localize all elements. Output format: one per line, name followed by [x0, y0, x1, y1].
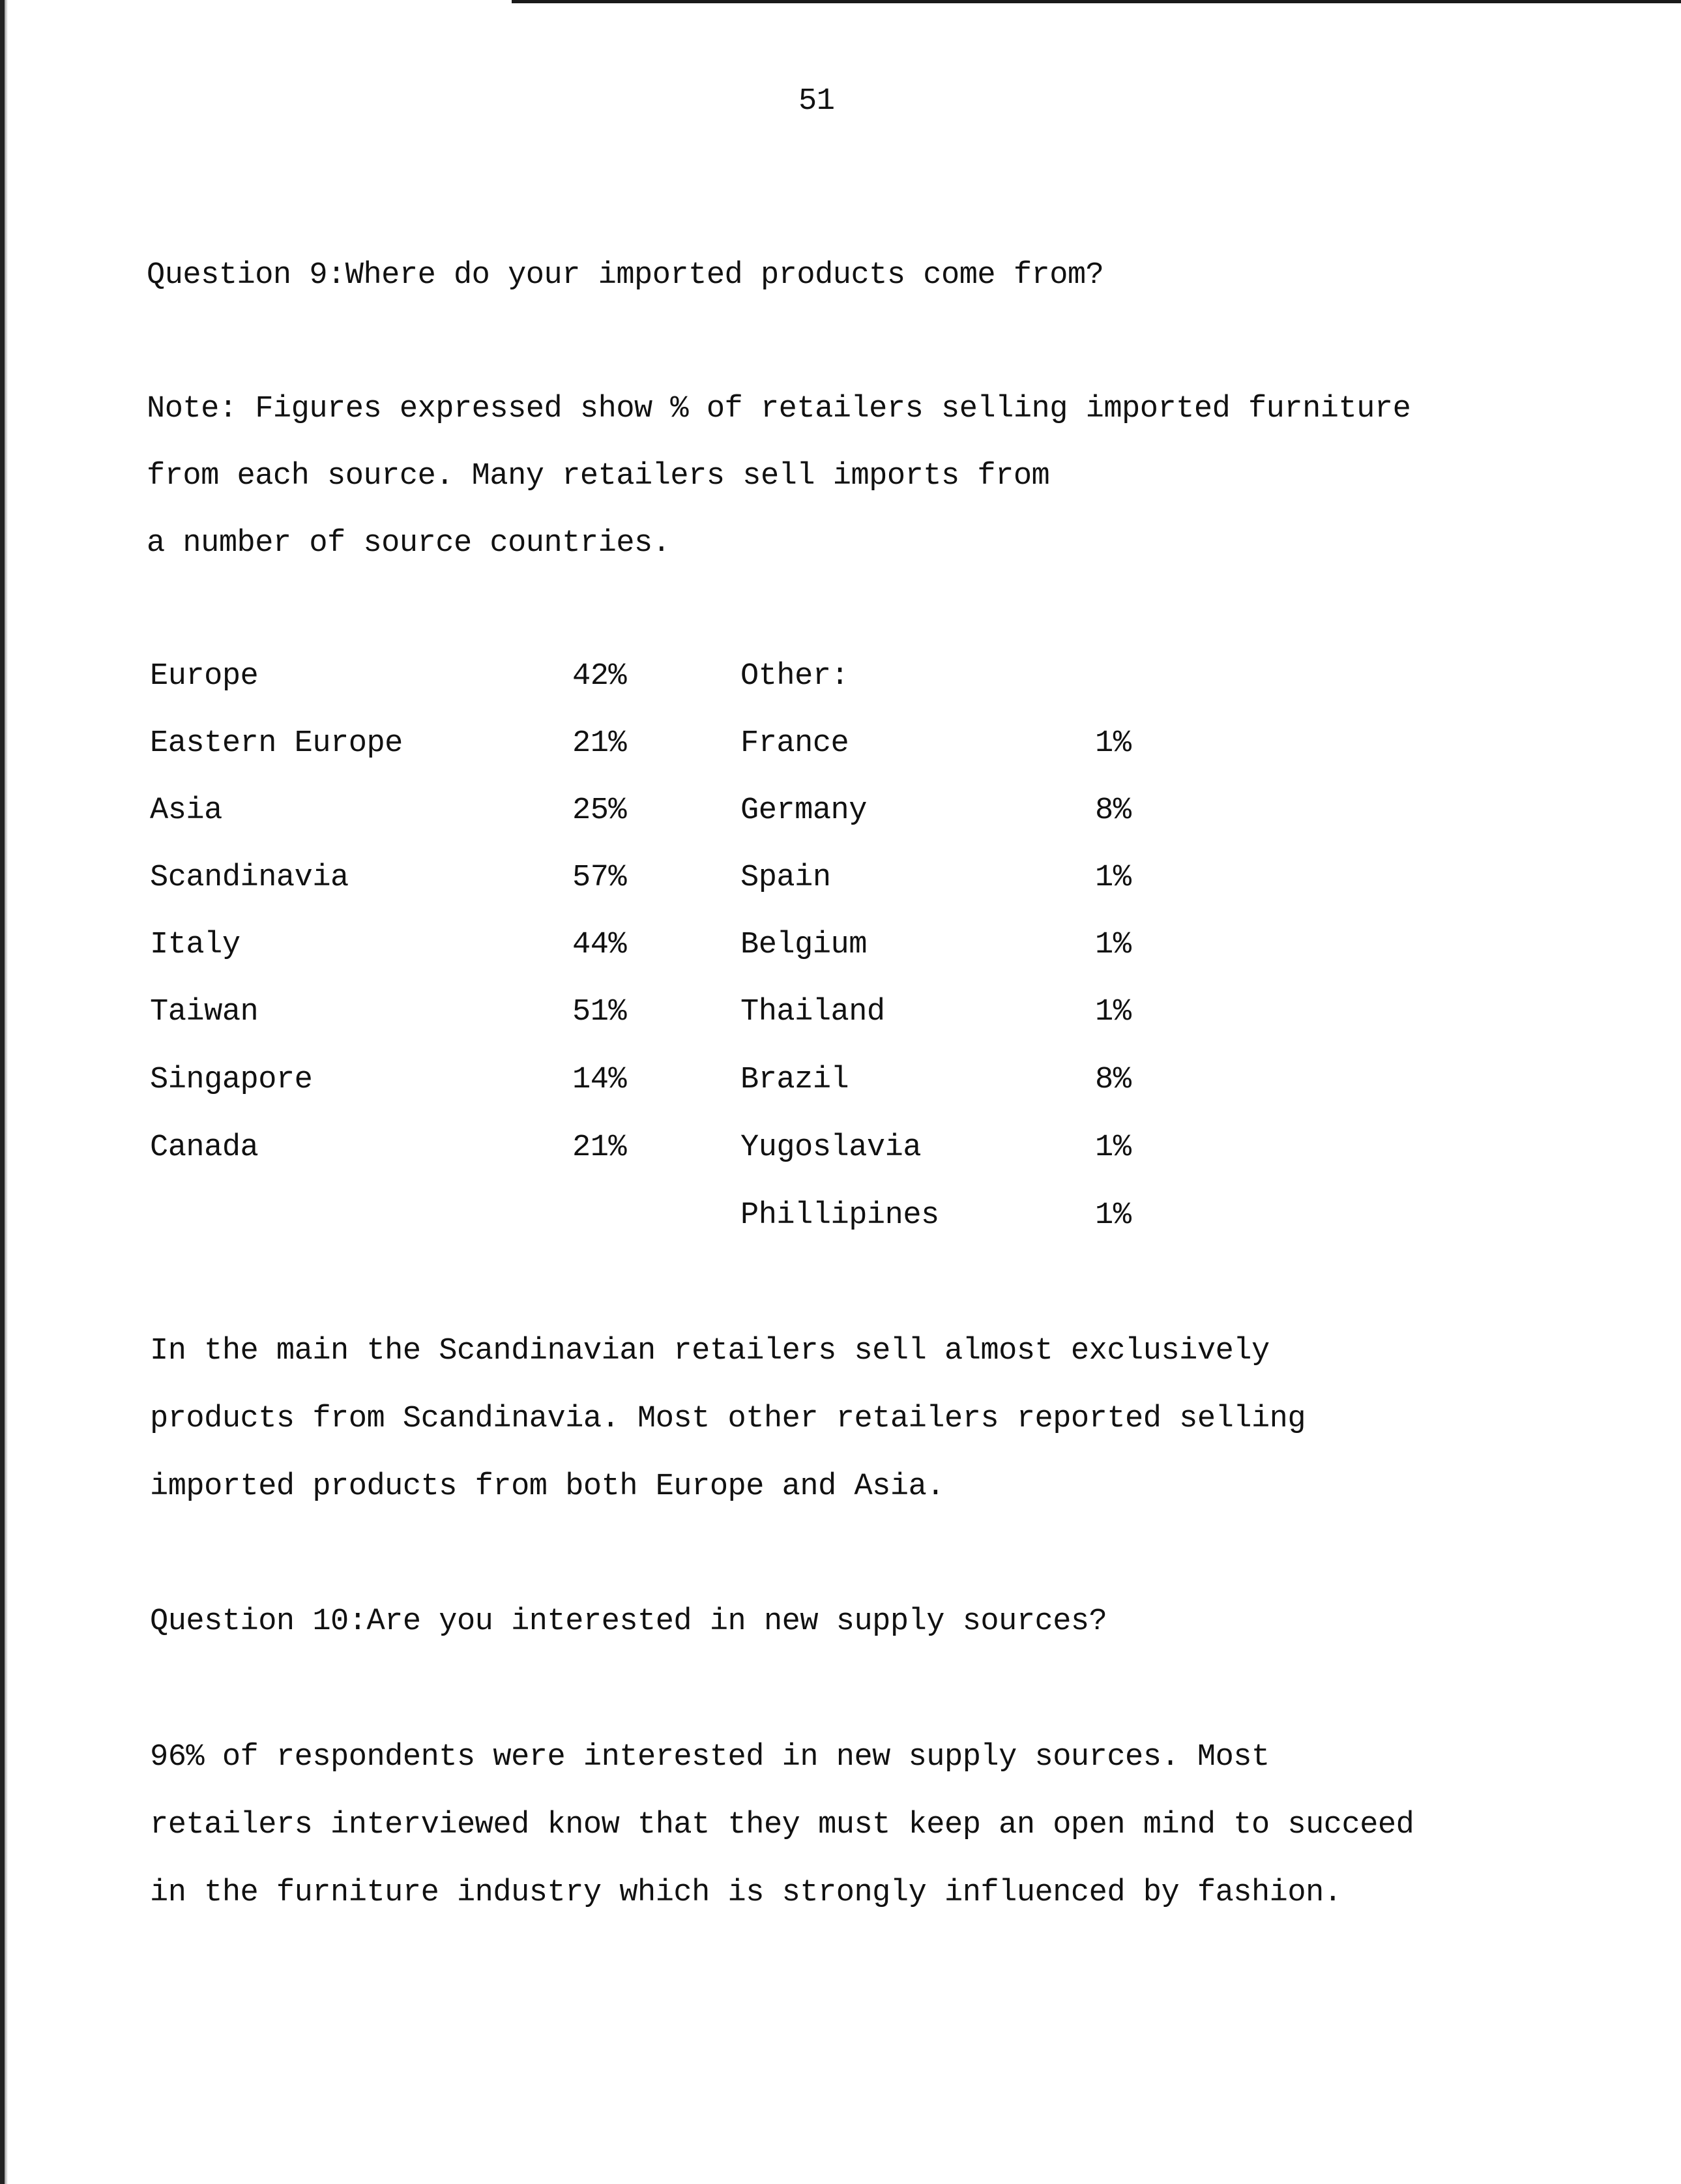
region-percent: 42% [572, 659, 627, 694]
region-name: Eastern Europe [150, 726, 403, 761]
paragraph-line: products from Scandinavia. Most other retailers reported selling [150, 1402, 1306, 1436]
country-percent: 1% [1095, 1198, 1132, 1233]
region-name: Singapore [150, 1063, 313, 1097]
scan-edge-top [512, 0, 1681, 3]
region-name: Canada [150, 1130, 259, 1165]
region-name: Scandinavia [150, 861, 349, 895]
region-name: Europe [150, 659, 259, 694]
scan-edge-left [0, 0, 5, 2184]
country-percent: 8% [1095, 793, 1132, 828]
country-name: Spain [740, 861, 831, 895]
region-percent: 51% [572, 995, 627, 1029]
country-percent: 1% [1095, 995, 1132, 1029]
page-number: 51 [798, 84, 835, 119]
question-9-title: Question 9:Where do your imported products come from? [147, 258, 1104, 293]
region-percent: 14% [572, 1063, 627, 1097]
other-heading: Other: [740, 659, 849, 694]
country-name: Yugoslavia [740, 1130, 922, 1165]
region-name: Asia [150, 793, 222, 828]
note-line: a number of source countries. [147, 526, 671, 561]
country-percent: 1% [1095, 861, 1132, 895]
note-line: Note: Figures expressed show % of retailers selling imported furniture [147, 392, 1411, 426]
country-name: Germany [740, 793, 867, 828]
region-percent: 25% [572, 793, 627, 828]
region-name: Taiwan [150, 995, 259, 1029]
region-name: Italy [150, 928, 241, 962]
paragraph-line: imported products from both Europe and Asia. [150, 1469, 945, 1504]
paragraph-line: retailers interviewed know that they must keep an open mind to succeed [150, 1808, 1414, 1842]
country-percent: 1% [1095, 726, 1132, 761]
country-name: Belgium [740, 928, 867, 962]
country-percent: 1% [1095, 928, 1132, 962]
paragraph-line: 96% of respondents were interested in new supply sources. Most [150, 1740, 1270, 1775]
country-percent: 1% [1095, 1130, 1132, 1165]
region-percent: 21% [572, 726, 627, 761]
paragraph-line: in the furniture industry which is strongly influenced by fashion. [150, 1876, 1342, 1910]
country-name: France [740, 726, 849, 761]
paragraph-line: In the main the Scandinavian retailers sell almost exclusively [150, 1334, 1270, 1368]
note-line: from each source. Many retailers sell imports from [147, 459, 1050, 494]
region-percent: 21% [572, 1130, 627, 1165]
country-name: Brazil [740, 1063, 849, 1097]
scan-edge-shadow [5, 0, 8, 2184]
country-name: Thailand [740, 995, 885, 1029]
region-percent: 44% [572, 928, 627, 962]
region-percent: 57% [572, 861, 627, 895]
country-name: Phillipines [740, 1198, 939, 1233]
country-percent: 8% [1095, 1063, 1132, 1097]
question-10-title: Question 10:Are you interested in new supply sources? [150, 1604, 1107, 1639]
